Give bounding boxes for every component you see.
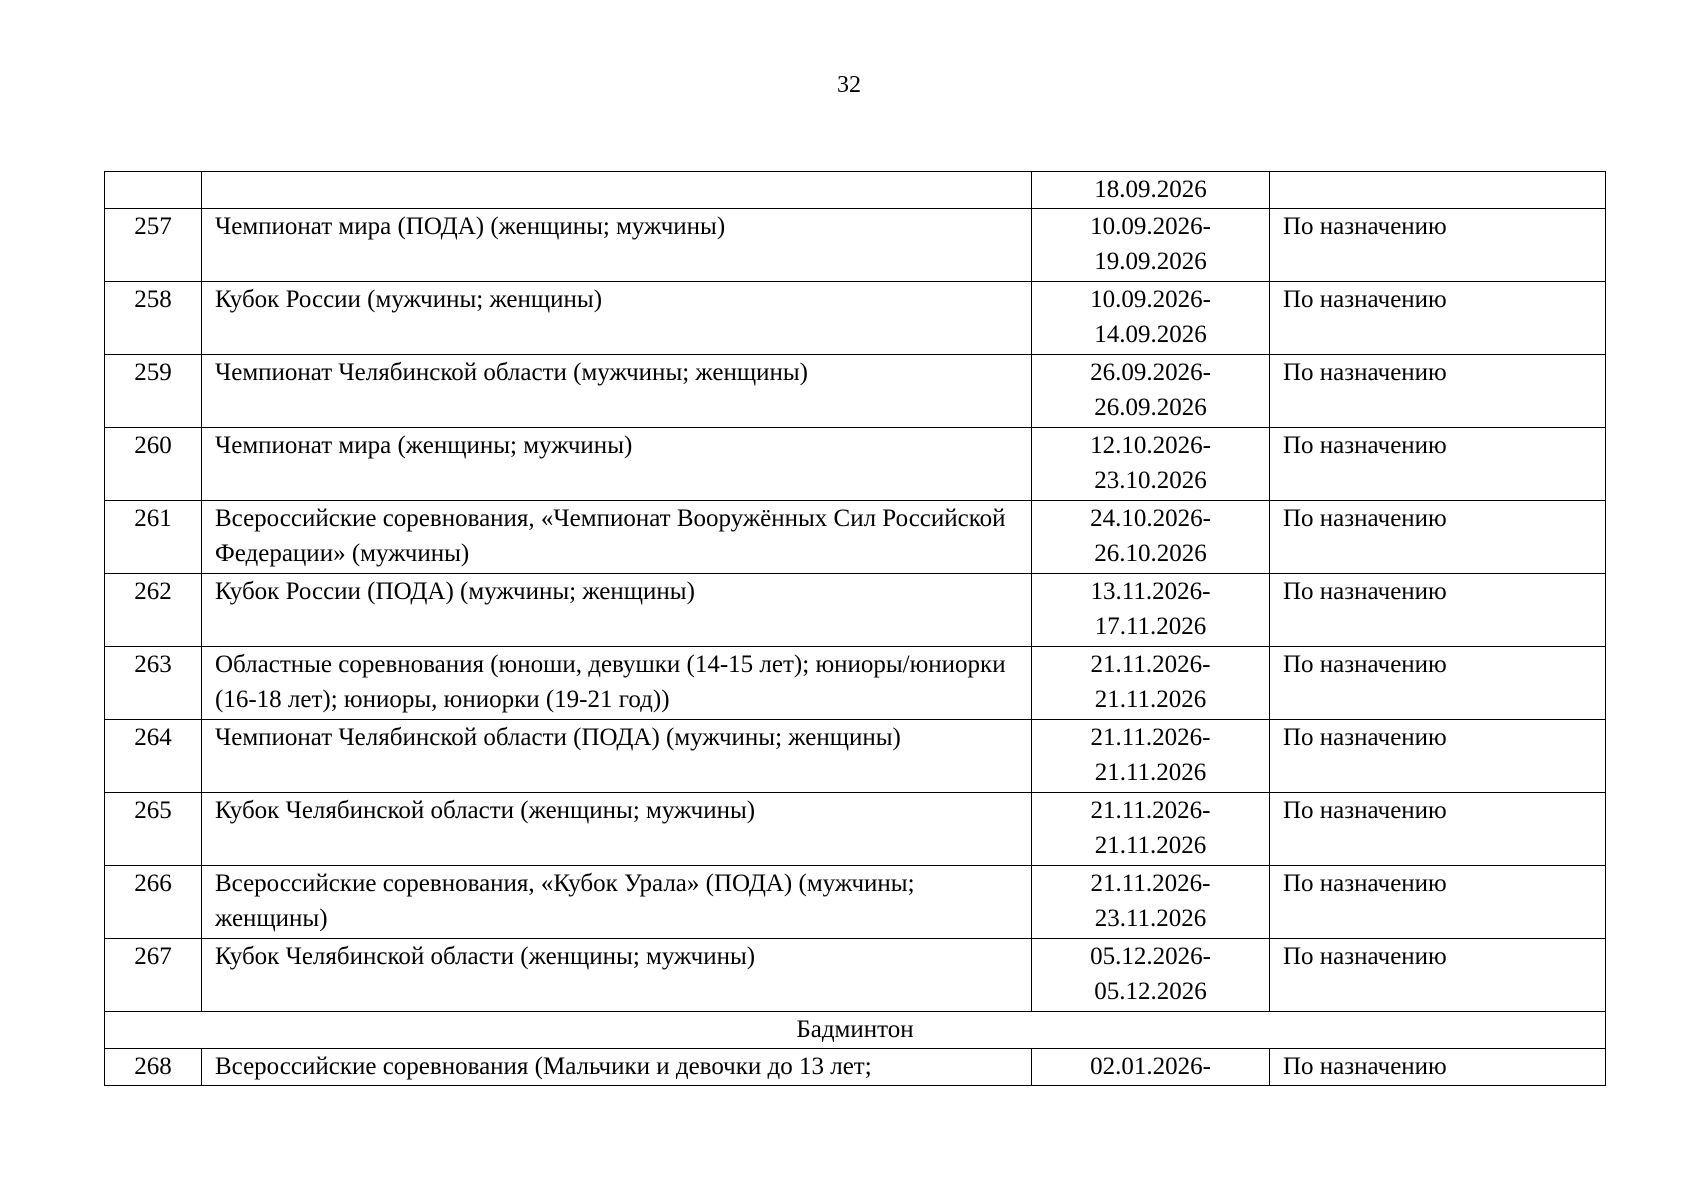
table-row (105, 172, 1606, 209)
event-place-cell: По назначению (1270, 866, 1606, 939)
row-number-cell: 264 (105, 720, 202, 793)
date-start: 21.11.2026- (1090, 870, 1211, 897)
event-name-cell: Кубок Челябинской области (женщины; мужчины) (202, 793, 1032, 866)
row-number-cell: 268 (105, 1049, 202, 1086)
event-place-cell: По назначению (1270, 282, 1606, 355)
date-start: 12.10.2026- (1090, 432, 1211, 459)
date-start: 13.11.2026- (1090, 578, 1211, 605)
date-end: 21.11.2026 (1094, 686, 1207, 713)
event-date-cell (1032, 282, 1270, 355)
date-end: 23.10.2026 (1094, 467, 1207, 494)
date-start: 21.11.2026- (1090, 724, 1211, 751)
section-title: Бадминтон (105, 1012, 1606, 1049)
event-name-cell: Всероссийские соревнования (Мальчики и девочки до 13 лет; (202, 1049, 1032, 1086)
date-end: 23.11.2026 (1094, 905, 1207, 932)
event-name-cell: Всероссийские соревнования, «Чемпионат Вооружённых Сил Российской Федерации» (мужчины) (202, 501, 1032, 574)
row-number-cell: 263 (105, 647, 202, 720)
table-row (105, 793, 1606, 866)
date-end: 21.11.2026 (1094, 759, 1207, 786)
date-start: 10.09.2026- (1090, 213, 1211, 240)
row-number-cell: 258 (105, 282, 202, 355)
date-end: 26.09.2026 (1094, 394, 1207, 421)
table-row (105, 209, 1606, 282)
table-row (105, 1049, 1606, 1086)
row-number-cell (105, 172, 202, 209)
row-number-cell: 259 (105, 355, 202, 428)
event-date-cell (1032, 793, 1270, 866)
date-start: 26.09.2026- (1090, 359, 1211, 386)
table-row (105, 647, 1606, 720)
date-start: 05.12.2026- (1090, 943, 1211, 970)
event-place-cell (1270, 172, 1606, 209)
event-place-cell: По назначению (1270, 647, 1606, 720)
event-date-cell (1032, 355, 1270, 428)
event-date-cell (1032, 574, 1270, 647)
event-date-cell (1032, 720, 1270, 793)
table-row (105, 501, 1606, 574)
event-place-cell: По назначению (1270, 1049, 1606, 1086)
event-place-cell: По назначению (1270, 939, 1606, 1012)
event-date-cell (1032, 939, 1270, 1012)
event-name-cell (202, 172, 1032, 209)
date-end: 14.09.2026 (1094, 321, 1207, 348)
event-place-cell: По назначению (1270, 574, 1606, 647)
event-date-cell (1032, 647, 1270, 720)
table-row (105, 866, 1606, 939)
event-name-cell: Всероссийские соревнования, «Кубок Урала» (ПОДА) (мужчины; женщины) (202, 866, 1032, 939)
row-number-cell: 257 (105, 209, 202, 282)
event-date-cell (1032, 501, 1270, 574)
event-name-cell: Чемпионат мира (женщины; мужчины) (202, 428, 1032, 501)
row-number-cell: 267 (105, 939, 202, 1012)
event-name-cell: Чемпионат Челябинской области (мужчины; женщины) (202, 355, 1032, 428)
event-name-cell: Чемпионат Челябинской области (ПОДА) (мужчины; женщины) (202, 720, 1032, 793)
event-name-cell: Кубок России (ПОДА) (мужчины; женщины) (202, 574, 1032, 647)
event-place-cell: По назначению (1270, 501, 1606, 574)
date-start: 21.11.2026- (1090, 797, 1211, 824)
table-row (105, 355, 1606, 428)
date-end: 19.09.2026 (1094, 248, 1207, 275)
event-place-cell: По назначению (1270, 209, 1606, 282)
section-header-row (105, 1012, 1606, 1049)
event-name-cell: Кубок Челябинской области (женщины; мужчины) (202, 939, 1032, 1012)
date-end: 21.11.2026 (1094, 832, 1207, 859)
event-place-cell: По назначению (1270, 720, 1606, 793)
row-number-cell: 260 (105, 428, 202, 501)
date-start: 24.10.2026- (1090, 505, 1211, 532)
row-number-cell: 261 (105, 501, 202, 574)
row-number-cell: 266 (105, 866, 202, 939)
table-row (105, 720, 1606, 793)
event-name-cell: Областные соревнования (юноши, девушки (14-15 лет); юниоры/юниорки (16-18 лет); юниоры, юниорки (19-21 год)) (202, 647, 1032, 720)
date-start: 21.11.2026- (1090, 651, 1211, 678)
date-end: 05.12.2026 (1094, 978, 1207, 1005)
table-row (105, 282, 1606, 355)
event-name-cell: Кубок России (мужчины; женщины) (202, 282, 1032, 355)
table-row (105, 574, 1606, 647)
date-end: 17.11.2026 (1094, 613, 1207, 640)
event-place-cell: По назначению (1270, 793, 1606, 866)
event-date-cell: 02.01.2026- (1032, 1049, 1270, 1086)
events-table (104, 171, 1606, 1086)
event-date-cell (1032, 428, 1270, 501)
event-date-cell: 18.09.2026 (1032, 172, 1270, 209)
event-date-cell (1032, 866, 1270, 939)
row-number-cell: 262 (105, 574, 202, 647)
date-end: 26.10.2026 (1094, 540, 1207, 567)
event-name-cell: Чемпионат мира (ПОДА) (женщины; мужчины) (202, 209, 1032, 282)
table-row (105, 939, 1606, 1012)
event-place-cell: По назначению (1270, 355, 1606, 428)
event-place-cell: По назначению (1270, 428, 1606, 501)
event-date-cell (1032, 209, 1270, 282)
date-start: 10.09.2026- (1090, 286, 1211, 313)
table-row (105, 428, 1606, 501)
page-number: 32 (837, 72, 861, 98)
row-number-cell: 265 (105, 793, 202, 866)
